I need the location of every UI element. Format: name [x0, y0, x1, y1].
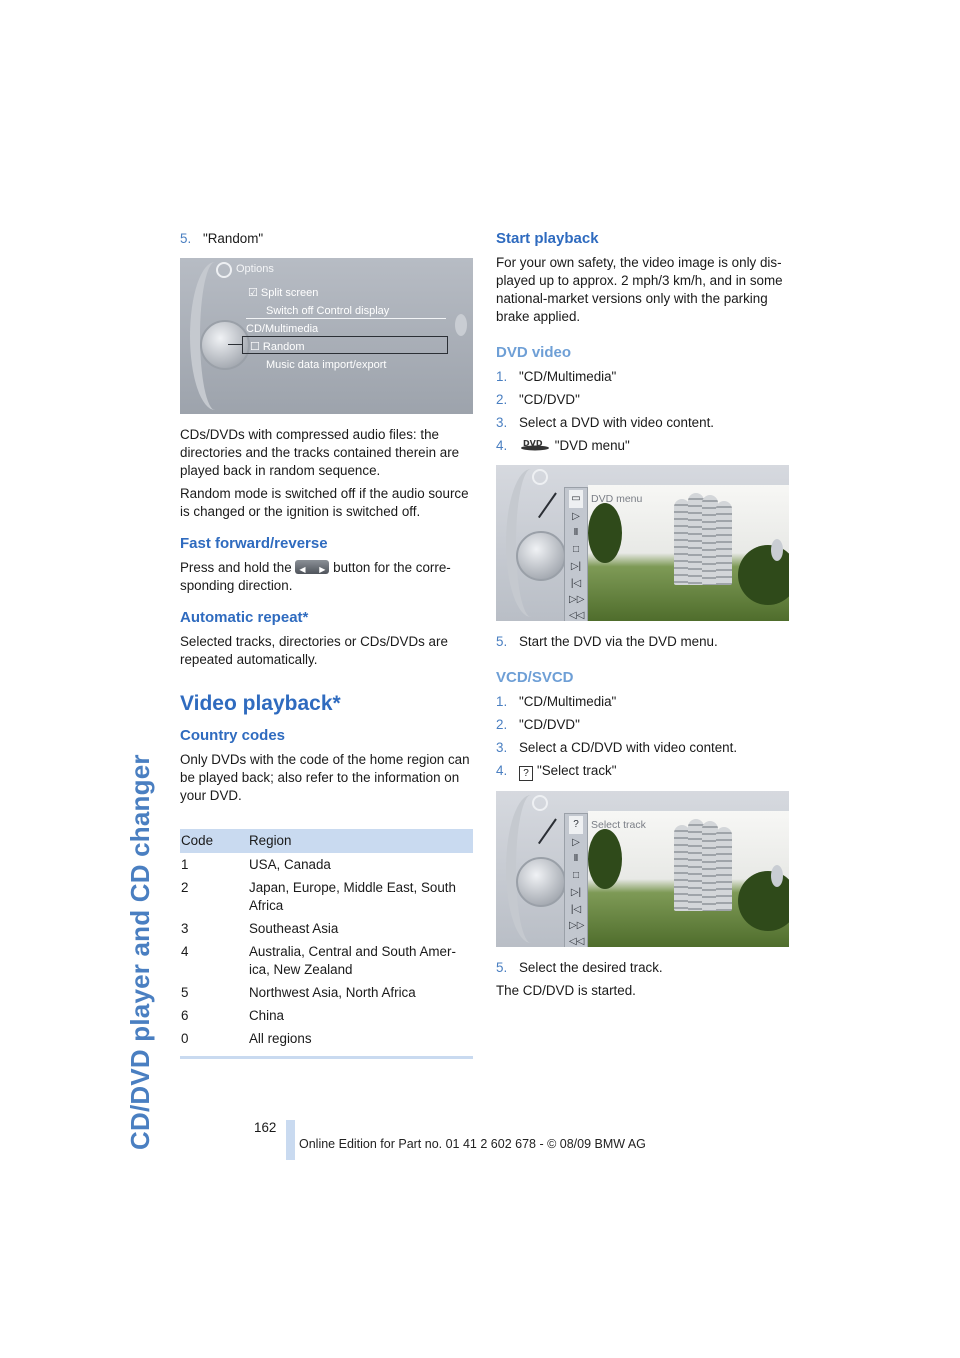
random-para-2: Random mode is switched off if the audio source is changed or the ignition is switched off.	[180, 486, 469, 519]
gear-icon	[532, 795, 548, 811]
options-item-label: Split screen	[260, 287, 319, 299]
previous-icon: |◁	[570, 578, 582, 589]
play-icon: ▷	[572, 837, 580, 848]
table-row	[180, 940, 473, 981]
svg-text:DVD: DVD	[523, 439, 543, 448]
options-screenshot	[180, 258, 473, 414]
step-number: 1.	[496, 369, 508, 384]
table-row	[180, 1004, 473, 1027]
checkbox-empty-icon: ☐	[250, 341, 263, 353]
stop-icon: □	[572, 544, 580, 555]
step-text: "CD/Multimedia"	[519, 369, 617, 384]
code-cell: 6	[181, 1008, 189, 1023]
region-cell: Japan, Europe, Middle East, South Africa	[249, 880, 456, 913]
start-playback-heading: Start playback	[496, 230, 599, 247]
pause-icon: Ⅱ	[573, 527, 579, 538]
table-row	[180, 853, 473, 876]
region-cell: China	[249, 1008, 284, 1023]
right-column	[496, 230, 789, 1005]
table-row	[180, 917, 473, 940]
scroll-indicator	[455, 314, 467, 336]
vcd-step	[496, 716, 789, 734]
side-chapter-title-text: CD/DVD player and CD changer	[125, 754, 155, 1150]
tower-shape	[716, 827, 732, 911]
select-track-label: Select track	[591, 819, 646, 831]
dvd-menu-label: DVD menu	[591, 493, 643, 505]
scroll-indicator	[771, 539, 783, 561]
play-icon: ▷	[572, 511, 580, 522]
dvd-step	[496, 414, 789, 432]
step-number: 2.	[496, 392, 508, 407]
region-cell: USA, Canada	[249, 857, 331, 872]
region-cell: Northwest Asia, North Africa	[249, 985, 416, 1000]
auto-repeat-text: Selected tracks, directories or CDs/DVDs are repeated automatically.	[180, 634, 448, 667]
tree-shape	[588, 503, 622, 563]
options-item-random	[250, 338, 305, 356]
playback-controls-bar	[564, 813, 588, 947]
step-text: "Select track"	[537, 763, 617, 778]
code-cell: 0	[181, 1031, 189, 1046]
table-header-row	[180, 829, 473, 853]
controller-knob-icon	[516, 857, 566, 907]
code-cell: 1	[181, 857, 189, 872]
vcd-step	[496, 739, 789, 757]
random-para-1: CDs/DVDs with compressed audio files: the directories and the tracks contained therein are played back in random sequence.	[180, 427, 460, 478]
country-codes-text: Only DVDs with the code of the home region can be played back; also refer to the information on your DVD.	[180, 752, 470, 803]
table-row	[180, 876, 473, 917]
step-text: Select a DVD with video content.	[519, 415, 715, 430]
video-playback-heading: Video playback*	[180, 692, 341, 715]
step-text: "CD/DVD"	[519, 717, 580, 732]
step-number: 3.	[496, 415, 508, 430]
code-cell: 2	[181, 880, 189, 895]
code-cell: 4	[181, 944, 189, 959]
header-code: Code	[180, 829, 249, 853]
dvd-step	[496, 391, 789, 409]
rewind-icon: ◁◁	[569, 610, 585, 621]
step-number: 5.	[496, 960, 508, 975]
vcd-svcd-heading: VCD/SVCD	[496, 669, 574, 686]
scroll-indicator	[771, 865, 783, 887]
rewind-icon: ◁◁	[569, 936, 585, 947]
options-title: Options	[236, 263, 274, 275]
step-number: 5.	[496, 634, 508, 649]
options-section-cd-multimedia: CD/Multimedia	[246, 323, 319, 335]
footer-accent-bar	[286, 1120, 295, 1160]
gear-icon	[216, 262, 232, 278]
dvd-menu-icon: ▭	[569, 490, 583, 508]
step-text: Select the desired track.	[519, 960, 663, 975]
fast-forward-icon: ▷▷	[569, 920, 585, 931]
vcd-step	[496, 762, 789, 781]
options-item-label: Random	[262, 341, 305, 353]
table-row	[180, 981, 473, 1004]
menu-separator	[246, 318, 446, 319]
start-playback-text: For your own safety, the video image is only dis-played up to approx. 2 mph/3 km/h, and in some national-market versions only with the parking brake applied.	[496, 255, 783, 324]
random-step	[180, 230, 473, 248]
dvd-menu-screenshot	[496, 465, 789, 621]
step-text: Select a CD/DVD with video content.	[519, 740, 738, 755]
controller-knob-icon	[516, 531, 566, 581]
region-cell: All regions	[249, 1031, 312, 1046]
vcd-step	[496, 693, 789, 711]
step-number: 2.	[496, 717, 508, 732]
step-number: 1.	[496, 694, 508, 709]
region-code-table	[180, 829, 473, 1059]
code-cell: 3	[181, 921, 189, 936]
region-cell: Southeast Asia	[249, 921, 339, 936]
auto-repeat-heading: Automatic repeat*	[180, 609, 309, 626]
step-number: 5.	[180, 231, 192, 246]
fast-forward-icon: ▷▷	[569, 594, 585, 605]
select-track-icon: ?	[569, 816, 583, 834]
select-track-screenshot	[496, 791, 789, 947]
step-number: 4.	[496, 763, 508, 778]
region-cell: Australia, Central and South Amer-ica, New Zealand	[249, 944, 456, 977]
next-icon: ▷|	[570, 561, 582, 572]
pointer-line	[228, 344, 242, 345]
tower-shape	[716, 501, 732, 585]
playback-controls-bar	[564, 487, 588, 621]
step-text: "Random"	[203, 231, 264, 246]
ff-text-part-a: Press and hold the	[180, 560, 292, 575]
options-item-switch-off: Switch off Control display	[266, 305, 390, 317]
step-text: "CD/DVD"	[519, 392, 580, 407]
checkbox-checked-icon: ☑	[248, 287, 261, 299]
country-codes-heading: Country codes	[180, 727, 286, 744]
header-region: Region	[249, 829, 473, 853]
page-number: 162	[254, 1120, 277, 1135]
options-item-music-data: Music data import/export	[266, 359, 387, 371]
select-track-icon: ?	[519, 766, 533, 781]
fast-forward-text	[180, 559, 473, 595]
next-icon: ▷|	[570, 887, 582, 898]
step-number: 3.	[496, 740, 508, 755]
step-text: "CD/Multimedia"	[519, 694, 617, 709]
ff-text-part-b: button for the corre-sponding direction.	[180, 560, 451, 593]
step-text: "DVD menu"	[554, 438, 630, 453]
dvd-logo-icon	[519, 438, 551, 450]
dvd-step	[496, 368, 789, 386]
dvd-video-heading: DVD video	[496, 344, 572, 361]
final-text: The CD/DVD is started.	[496, 983, 636, 998]
options-item-split-screen	[248, 284, 318, 302]
footer-text: Online Edition for Part no. 01 41 2 602 678 - © 08/09 BMW AG	[299, 1137, 646, 1151]
gear-icon	[532, 469, 548, 485]
step-number: 4.	[496, 438, 508, 453]
dvd-step-5	[496, 633, 789, 651]
tree-shape	[588, 829, 622, 889]
left-column	[180, 230, 473, 1059]
fast-forward-heading: Fast forward/reverse	[180, 535, 328, 552]
seek-button-icon: ◀ ▶	[295, 560, 329, 574]
code-cell: 5	[181, 985, 189, 1000]
step-text: Start the DVD via the DVD menu.	[519, 634, 718, 649]
dvd-step	[496, 437, 789, 455]
table-row	[180, 1027, 473, 1058]
previous-icon: |◁	[570, 904, 582, 915]
pause-icon: Ⅱ	[573, 853, 579, 864]
side-chapter-title	[122, 230, 162, 1150]
vcd-step-5	[496, 959, 789, 977]
stop-icon: □	[572, 870, 580, 881]
